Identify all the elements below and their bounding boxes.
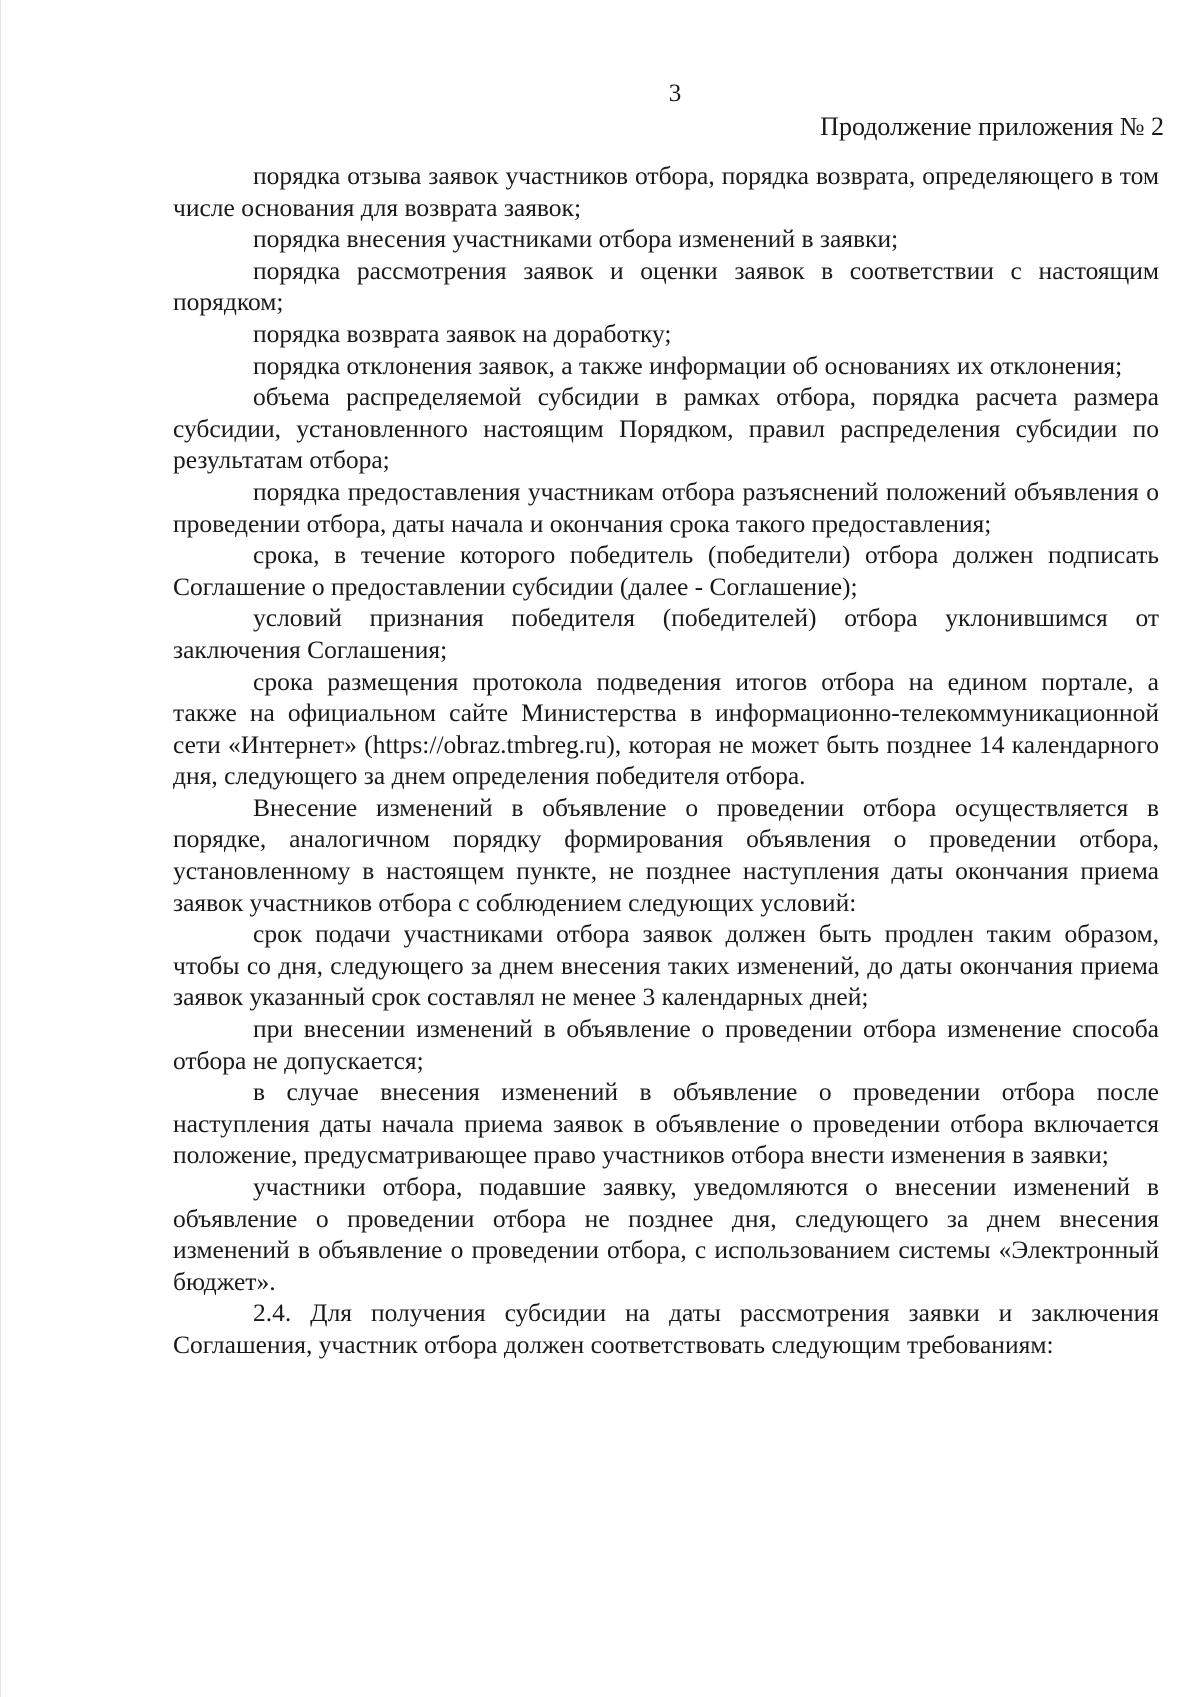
paragraph: в случае внесения изменений в объявление о проведении отбора после наступления даты начала приема заявок в объявление о проведении отбора включается положение, предусматривающее право участников отбора внести изменения в заявки; [173,1077,1159,1170]
paragraph: порядка отзыва заявок участников отбора, порядка возврата, определяющего в том числе основания для возврата заявок; [173,161,1159,222]
paragraph: порядка отклонения заявок, а также информации об основаниях их отклонения; [253,350,1123,380]
page-number: 3 [668,80,682,107]
paragraph: порядка рассмотрения заявок и оценки заявок в соответствии с настоящим порядком; [173,255,1159,317]
appendix-continuation-header: Продолжение приложения № 2 [820,112,1164,141]
document-body [173,160,1159,1361]
paragraph: порядка внесения участниками отбора изменений в заявки; [253,224,899,254]
paragraph: срок подачи участниками отбора заявок должен быть продлен таким образом, чтобы со дня, следующего за днем внесения таких изменений, до даты окончания приема заявок указанный срок составлял не менее 3 календарных дней; [173,919,1159,1012]
paragraph: Внесение изменений в объявление о проведении отбора осуществляется в порядке, аналогичном порядку формирования объявления о проведении отбора, установленному в настоящем пункте, не позднее наступления даты окончания приема заявок участников отбора с соблюдением следующих условий: [173,792,1159,917]
paragraph: срока размещения протокола подведения итогов отбора на едином портале, а также на официальном сайте Министерства в информационно-телекоммуникационной сети «Интернет» (https://obraz.tmbreg.ru), которая не может быть позднее 14 календарного дня, следующего за днем определения победителя отбора. [173,666,1159,791]
paragraph: участники отбора, подавшие заявку, уведомляются о внесении изменений в объявление о проведении отбора не позднее дня, следующего за днем внесения изменений в объявление о проведении отбора, с использованием системы «Электронный бюджет». [173,1172,1159,1296]
paragraph: порядка возврата заявок на доработку; [253,318,672,348]
scan-edge [0,0,1,1697]
paragraph: условий признания победителя (победителей) отбора уклонившимся от заключения Соглашения; [173,603,1159,664]
paragraph: объема распределяемой субсидии в рамках отбора, порядка расчета размера субсидии, установленного настоящим Порядком, правил распределения субсидии по результатам отбора; [173,382,1159,475]
paragraph: срока, в течение которого победитель (победители) отбора должен подписать Соглашение о предоставлении субсидии (далее - Соглашение); [173,540,1159,601]
paragraph: 2.4. Для получения субсидии на даты рассмотрения заявки и заключения Соглашения, участник отбора должен соответствовать следующим требованиям: [173,1298,1159,1359]
paragraph: порядка предоставления участникам отбора разъяснений положений объявления о проведении отбора, даты начала и окончания срока такого предоставления; [173,476,1159,538]
paragraph: при внесении изменений в объявление о проведении отбора изменение способа отбора не допускается; [173,1014,1159,1075]
